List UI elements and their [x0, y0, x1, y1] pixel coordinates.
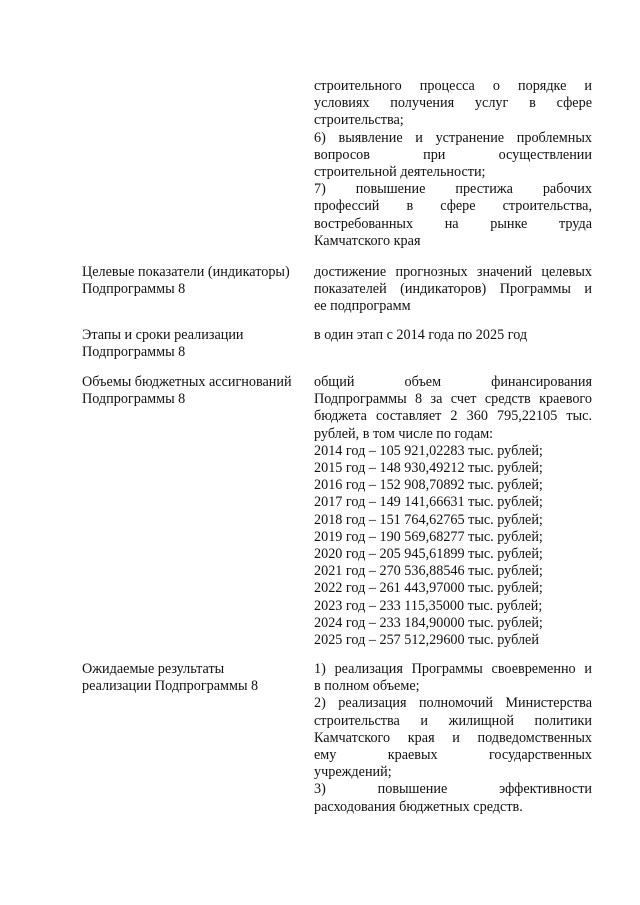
value-line: 2025 год – 257 512,29600 тыс. рублей	[314, 632, 539, 649]
value-line: бюджета составляет 2 360 795,22105 тыс.	[314, 408, 592, 425]
row-value-stages	[314, 327, 592, 344]
value-line: расходования бюджетных средств.	[314, 798, 523, 815]
value-line: 2021 год – 270 536,88546 тыс. рублей;	[314, 563, 543, 580]
value-line: 2016 год – 152 908,70892 тыс. рублей;	[314, 477, 543, 494]
value-line: в один этап с 2014 года по 2025 год	[314, 327, 528, 343]
row-value-continuation	[314, 78, 592, 250]
value-line: показателей (индикаторов) Программы и	[314, 281, 592, 298]
value-line: условиях получения услуг в сфере	[314, 95, 592, 112]
value-line: ему краевых государственных	[314, 747, 592, 764]
label-line: Подпрограммы 8	[82, 281, 186, 298]
value-line: 2019 год – 190 569,68277 тыс. рублей;	[314, 528, 543, 545]
label-line: Подпрограммы 8	[82, 391, 186, 408]
label-line: Этапы и сроки реализации	[82, 327, 244, 343]
value-line: Камчатского края	[314, 232, 421, 249]
value-line: 2015 год – 148 930,49212 тыс. рублей;	[314, 460, 543, 477]
value-line: 2014 год – 105 921,02283 тыс. рублей;	[314, 442, 543, 459]
value-line: общий объем финансирования	[314, 374, 592, 390]
label-line: Подпрограммы 8	[82, 344, 186, 361]
value-line: 2022 год – 261 443,97000 тыс. рублей;	[314, 580, 543, 597]
row-label-stages	[82, 327, 308, 361]
row-value-budget	[314, 374, 592, 649]
value-line: 6) выявление и устранение проблемных	[314, 129, 592, 146]
value-line: строительной деятельности;	[314, 164, 486, 181]
row-label-results	[82, 661, 308, 695]
value-line: 2020 год – 205 945,61899 тыс. рублей;	[314, 546, 543, 563]
value-line: 1) реализация Программы своевременно и	[314, 661, 592, 677]
value-line: ее подпрограмм	[314, 298, 411, 315]
value-line: 7) повышение престижа рабочих	[314, 181, 592, 198]
value-line: строительства и жилищной политики	[314, 712, 592, 729]
value-line: достижение прогнозных значений целевых	[314, 264, 592, 280]
value-line: рублей, в том числе по годам:	[314, 425, 494, 442]
value-line: 2) реализация полномочий Министерства	[314, 695, 592, 712]
value-line: учреждений;	[314, 764, 392, 781]
value-line: 2024 год – 233 184,90000 тыс. рублей;	[314, 614, 543, 631]
value-line: 2023 год – 233 115,35000 тыс. рублей;	[314, 597, 543, 614]
row-value-results	[314, 661, 592, 816]
label-line: Объемы бюджетных ассигнований	[82, 374, 292, 390]
row-label-budget	[82, 374, 308, 408]
row-value-indicators	[314, 264, 592, 316]
value-line: 2017 год – 149 141,66631 тыс. рублей;	[314, 494, 543, 511]
value-line: Камчатского края и подведомственных	[314, 729, 592, 746]
value-line: 2018 год – 151 764,62765 тыс. рублей;	[314, 511, 543, 528]
row-label-indicators	[82, 264, 308, 298]
value-line: в полном объеме;	[314, 678, 420, 695]
value-line: строительства;	[314, 112, 404, 129]
value-line: строительного процесса о порядке и	[314, 78, 592, 94]
label-line: Ожидаемые результаты	[82, 661, 225, 677]
label-line: реализации Подпрограммы 8	[82, 678, 259, 695]
value-line: 3) повышение эффективности	[314, 781, 592, 798]
value-line: вопросов при осуществлении	[314, 146, 592, 163]
value-line: востребованных на рынке труда	[314, 215, 592, 232]
label-line: Целевые показатели (индикаторы)	[82, 264, 290, 280]
value-line: Подпрограммы 8 за счет средств краевого	[314, 391, 592, 408]
value-line: профессий в сфере строительства,	[314, 198, 592, 215]
